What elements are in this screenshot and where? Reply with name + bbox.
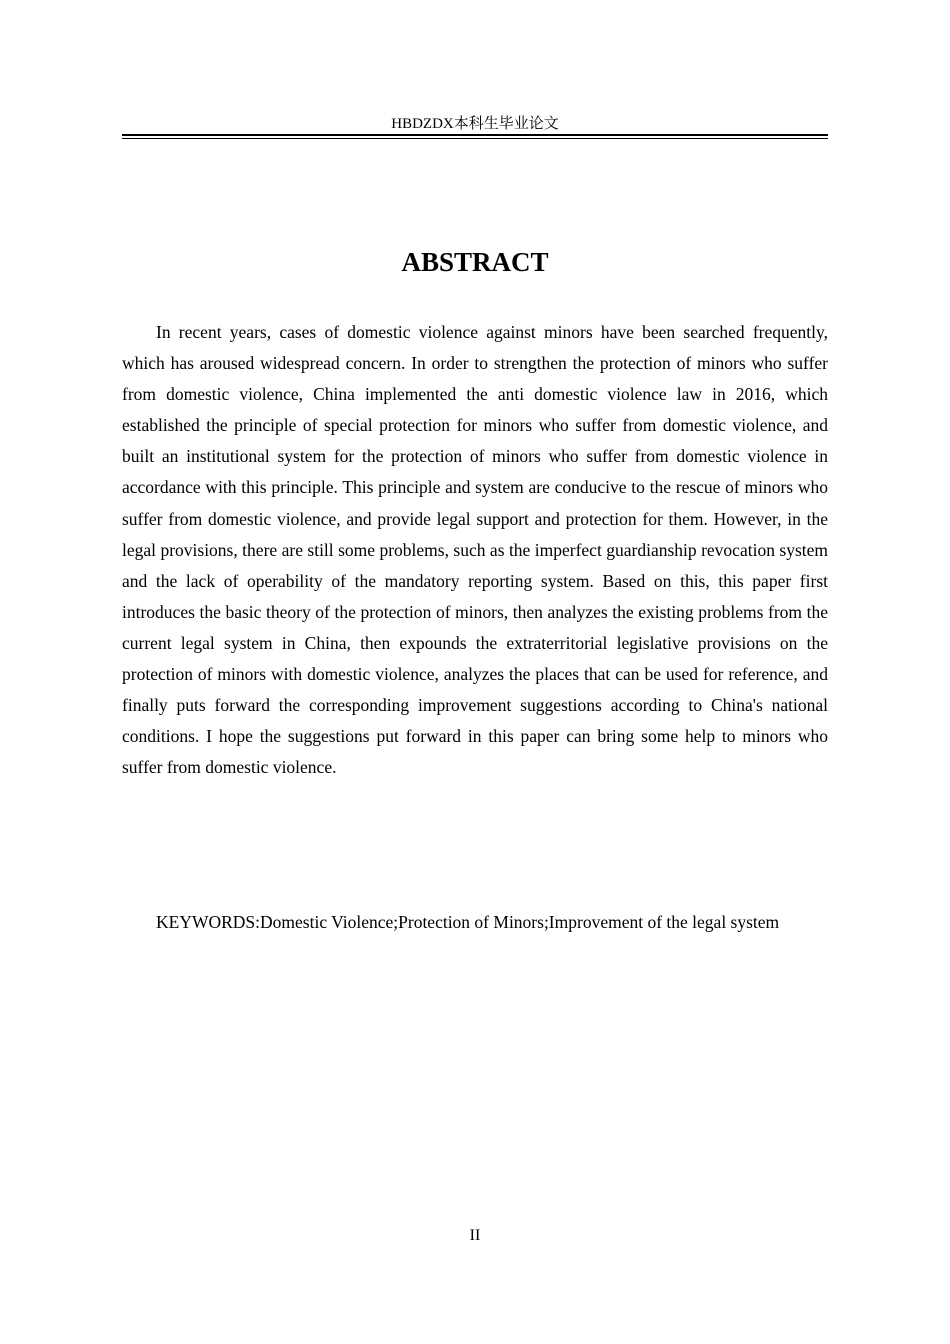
header-rule-thin bbox=[122, 138, 828, 139]
page-number: II bbox=[469, 1227, 481, 1244]
header-rule-thick bbox=[122, 134, 828, 136]
keywords: KEYWORDS:Domestic Violence;Protection of Minors;Improvement of the legal system bbox=[156, 912, 780, 932]
running-header: HBDZDX本科生毕业论文 bbox=[391, 116, 559, 132]
abstract-body: In recent years, cases of domestic violence against minors have been searched frequently, which has aroused widespread concern. In order to strengthen the protection of minors who suffer from domestic violence, China implemented the anti domestic violence law in 2016, which established the principle of special protection for minors who suffer from domestic violence, and built an institutional system for the protection of minors who suffer from domestic violence in accordance with this principle. This principle and system are conducive to the rescue of minors who suffer from domestic violence, and provide legal support and protection for them. However, in the legal provisions, there are still some problems, such as the imperfect guardianship revocation system and the lack of operability of the mandatory reporting system. Based on this, this paper first introduces the basic theory of the protection of minors, then analyzes the existing problems from the current legal system in China, then expounds the extraterritorial legislative provisions on the protection of minors with domestic violence, analyzes the places that can be used for reference, and finally puts forward the corresponding improvement suggestions according to China's national conditions. I hope the suggestions put forward in this paper can bring some help to minors who suffer from domestic violence. bbox=[122, 322, 828, 778]
abstract-title: ABSTRACT bbox=[401, 247, 549, 277]
